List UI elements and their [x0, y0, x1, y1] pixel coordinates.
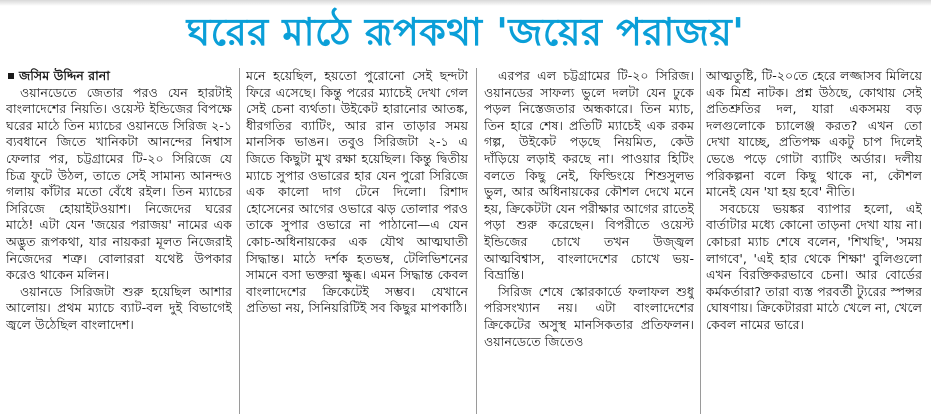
- bullet-icon: [8, 73, 14, 79]
- column-divider: [476, 68, 477, 414]
- column-2: [246, 68, 468, 414]
- column-3: [484, 68, 694, 414]
- paragraph: ওয়ানডে সিরিজটা শুরু হয়েছিল আশার আলোয়। প্রথম ম্যাচে ব্যাট-বল দুই বিভাগেই জ্বলে উঠেছিল বাংলাদেশ।: [6, 283, 232, 332]
- byline: [6, 68, 232, 85]
- paragraph: এরপর এল চট্টগ্রামের টি-২০ সিরিজ। ওয়ানডের সাফল্য ভুলে দলটা যেন ঢুকে পড়ল নিস্তেজতার অন্ধকারে। তিন ম্যাচ, তিন হারে শেষ। প্রতিটি ম্যাচেই এক রকম গল্প, উইকেট পড়ছে নিয়মিত, কেউ দাঁড়িয়ে লড়াই করছে না। পাওয়ার হিটিং বলতে কিছু নেই, ফিল্ডিংয়ে শিশুসুলভ ভুল, আর অধিনায়কের কৌশল দেখে মনে হয়, ক্রিকেটটা যেন পরীক্ষার আগের রাতেই পড়া শুরু করেছেন। বিপরীতে ওয়েস্ট ইন্ডিজের চোখে তখন উজ্জ্বল আত্মবিশ্বাস, বাংলাদেশের চোখে ভয়-বিভ্রান্তি।: [484, 68, 694, 283]
- paragraph: সিরিজ শেষে স্কোরকার্ডে ফলাফল শুধু পরিসংখ্যান নয়। এটা বাংলাদেশের ক্রিকেটের অসুস্থ মানসিকতার প্রতিফলন। ওয়ানডেতে জিতেও: [484, 283, 694, 349]
- paragraph: আত্মতুষ্টি, টি-২০তে হেরে লজ্জাসব মিলিয়ে এক মিশ্র নাটক। প্রশ্ন উঠছে, কোথায় সেই প্রতিশ্রুতির দল, যারা একসময় বড় দলগুলোকে চ্যালেঞ্জ করত? এখন তো দেখা যাচ্ছে, প্রতিপক্ষ একটু চাপ দিলেই ভেঙে পড়ে গোটা ব্যাটিং অর্ডার। দলীয় পরিকল্পনা বলে কিছু থাকে না, কৌশল মানেই যেন 'যা হয় হবে' নীতি।: [706, 68, 922, 200]
- author-name: জসিম উদ্দিন রানা: [19, 68, 110, 83]
- column-divider: [239, 68, 240, 414]
- column-4: [706, 68, 922, 414]
- article-body: [6, 68, 926, 416]
- column-1: [6, 68, 232, 414]
- column-divider: [700, 68, 701, 414]
- paragraph: সবচেয়ে ভয়ঙ্কর ব্যাপার হলো, এই বার্তাটার মধ্যে কোনো তাড়না দেখা যায় না। কোচরা ম্যাচ শেষে বলেন, 'শিখছি', 'সময় লাগবে', 'এই হার থেকে শিক্ষা' বুলিগুলো এখন বিরক্তিকরভাবে চেনা। আর বোর্ডের কর্মকর্তারা? তারা ব্যস্ত পরবর্তী ট্যুরের স্পন্সর ঘোষণায়। ক্রিকেটাররা মাঠে খেলে না, খেলে কেবল নামের ভারে।: [706, 200, 922, 332]
- paragraph: ওয়ানডেতে জেতার পরও যেন হারটাই বাংলাদেশের নিয়তি। ওয়েস্ট ইন্ডিজের বিপক্ষে ঘরের মাঠে তিন ম্যাচের ওয়ানডে সিরিজ ২-১ ব্যবধানে জিতে খানিকটা আনন্দের নিশ্বাস ফেলার পর, চট্টগ্রামের টি-২০ সিরিজে যে চিত্র ফুটে উঠল, তাতে সেই সামান্য আনন্দও গলায় কাঁটার মতো বেঁধে রইল। তিন ম্যাচের সিরিজে হোয়াইটওয়াশ। নিজেদের ঘরের মাঠে! এটা যেন 'জয়ের পরাজয়' নামের এক অদ্ভুত রূপকথা, যার নায়করা মূলত নিজেরাই নিজেদের শত্রু। বোলাররা যথেষ্ট উপকার করেও থাকেন মলিন।: [6, 84, 232, 283]
- article-headline: ঘরের মাঠে রূপকথা 'জয়ের পরাজয়': [186, 10, 745, 54]
- paragraph: মনে হয়েছিল, হয়তো পুরোনো সেই ছন্দটা ফিরে এসেছে। কিন্তু পরের ম্যাচেই দেখা গেল সেই চেনা ব্যর্থতা। উইকেট হারানোর আতঙ্ক, ধীরগতির ব্যাটিং, আর রান তাড়ার সময় মানসিক ভাঙন। তবুও সিরিজটা ২-১ এ জিতে কিছুটা মুখ রক্ষা হয়েছিল। কিন্তু দ্বিতীয় ম্যাচে সুপার ওভারের হার যেন পুরো সিরিজে এক কালো দাগ টেনে দিলো। রিশাদ হোসেনের আগের ওভারে ঝড় তোলার পরও তাকে সুপার ওভারে না পাঠানো—এ যেন কোচ-অধিনায়কের এক যৌথ আত্মঘাতী সিদ্ধান্ত। মাঠে দর্শক হতভম্ব, টেলিভিশনের সামনে বসা ভক্তরা ক্ষুব্ধ। এমন সিদ্ধান্ত কেবল বাংলাদেশের ক্রিকেটেই সম্ভব। যেখানে প্রতিভা নয়, সিনিয়রিটিই সব কিছুর মাপকাঠি।: [246, 68, 468, 316]
